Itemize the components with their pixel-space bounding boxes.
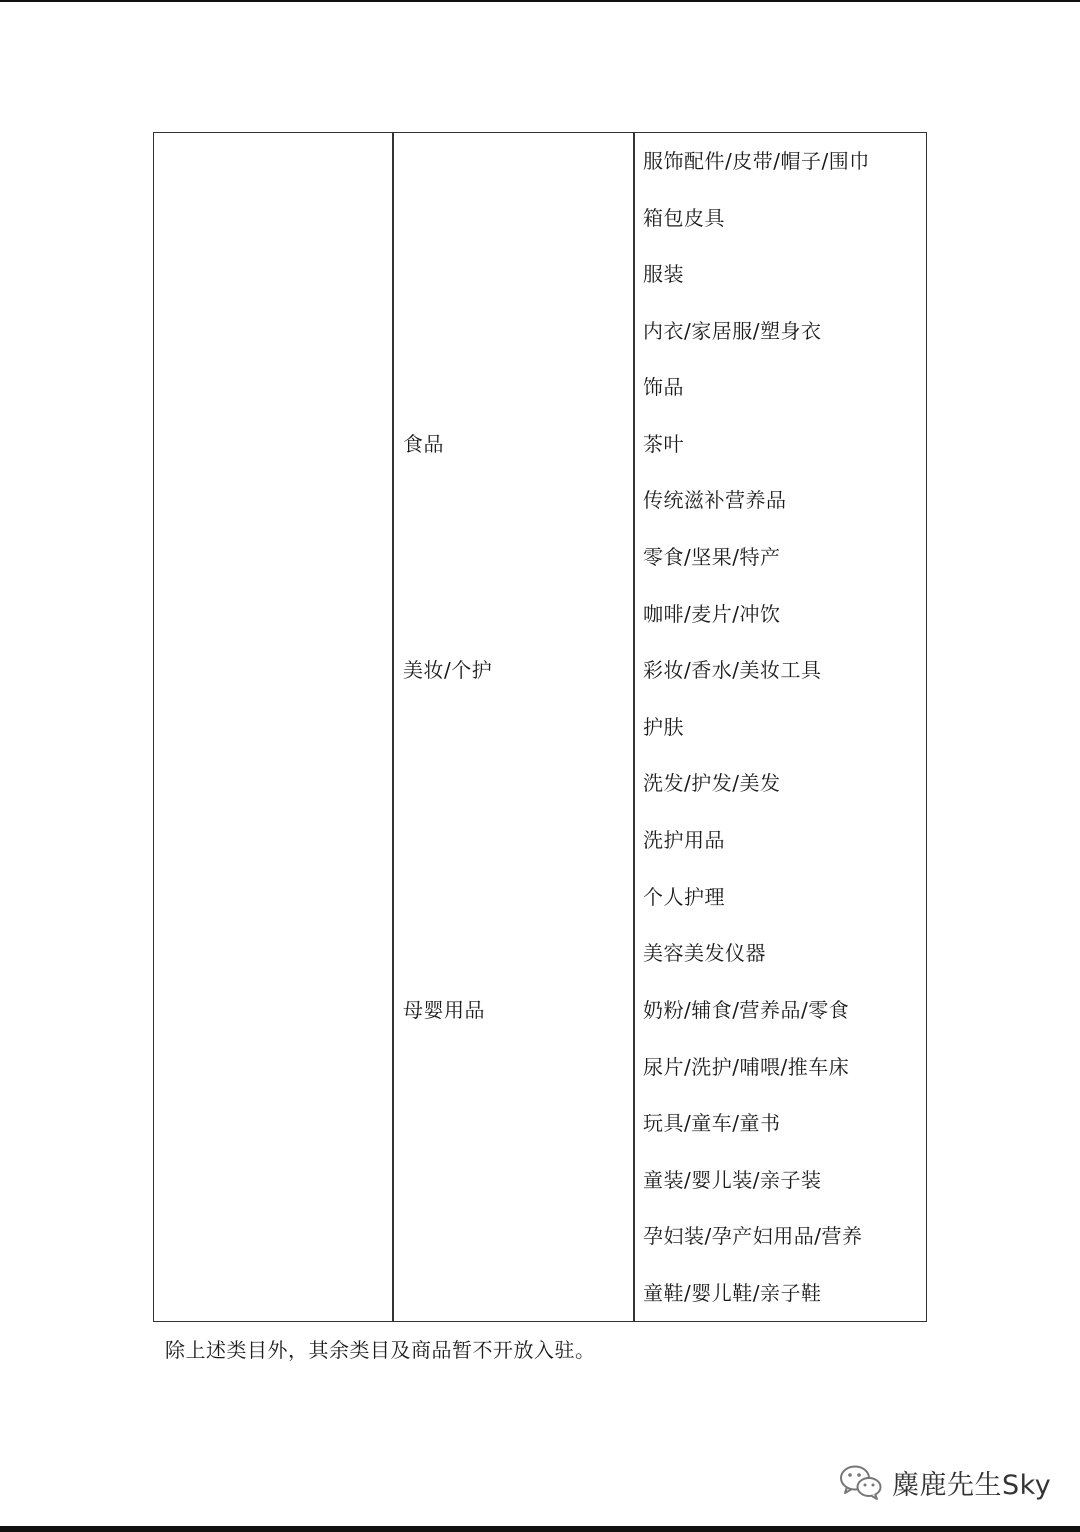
subcategory-item: 内衣/家居服/塑身衣 xyxy=(643,319,822,343)
subcategory-item: 洗护用品 xyxy=(643,828,725,852)
column-divider xyxy=(633,133,635,1321)
subcategory-item: 洗发/护发/美发 xyxy=(643,771,781,795)
subcategory-item: 服饰配件/皮带/帽子/围巾 xyxy=(643,149,870,173)
subcategory-item: 零食/坚果/特产 xyxy=(643,545,781,569)
category-food: 食品 xyxy=(403,432,444,456)
subcategory-item: 童装/婴儿装/亲子装 xyxy=(643,1168,822,1192)
watermark xyxy=(838,1462,1051,1502)
column-divider xyxy=(392,133,394,1321)
subcategory-item: 奶粉/辅食/营养品/零食 xyxy=(643,998,850,1022)
subcategory-item: 彩妆/香水/美妆工具 xyxy=(643,658,822,682)
subcategory-item: 茶叶 xyxy=(643,432,684,456)
subcategory-item: 传统滋补营养品 xyxy=(643,488,787,512)
subcategory-item: 咖啡/麦片/冲饮 xyxy=(643,602,781,626)
bottom-border-line xyxy=(0,1526,1080,1532)
category-maternal-baby: 母婴用品 xyxy=(403,998,485,1022)
category-table xyxy=(153,132,927,1322)
wechat-icon xyxy=(838,1462,884,1502)
category-beauty-personal-care: 美妆/个护 xyxy=(403,658,493,682)
subcategory-item: 个人护理 xyxy=(643,885,725,909)
subcategory-item: 饰品 xyxy=(643,375,684,399)
subcategory-item: 箱包皮具 xyxy=(643,206,725,230)
subcategory-item: 服装 xyxy=(643,262,684,286)
watermark-account-name: 麋鹿先生Sky xyxy=(892,1469,1052,1501)
top-border-line xyxy=(0,0,1080,2)
subcategory-item: 孕妇装/孕产妇用品/营养 xyxy=(643,1224,863,1248)
subcategory-item: 护肤 xyxy=(643,715,684,739)
subcategory-item: 尿片/洗护/哺喂/推车床 xyxy=(643,1055,850,1079)
subcategory-item: 美容美发仪器 xyxy=(643,941,766,965)
subcategory-item: 玩具/童车/童书 xyxy=(643,1111,781,1135)
footnote: 除上述类目外，其余类目及商品暂不开放入驻。 xyxy=(165,1338,596,1362)
subcategory-item: 童鞋/婴儿鞋/亲子鞋 xyxy=(643,1281,822,1305)
